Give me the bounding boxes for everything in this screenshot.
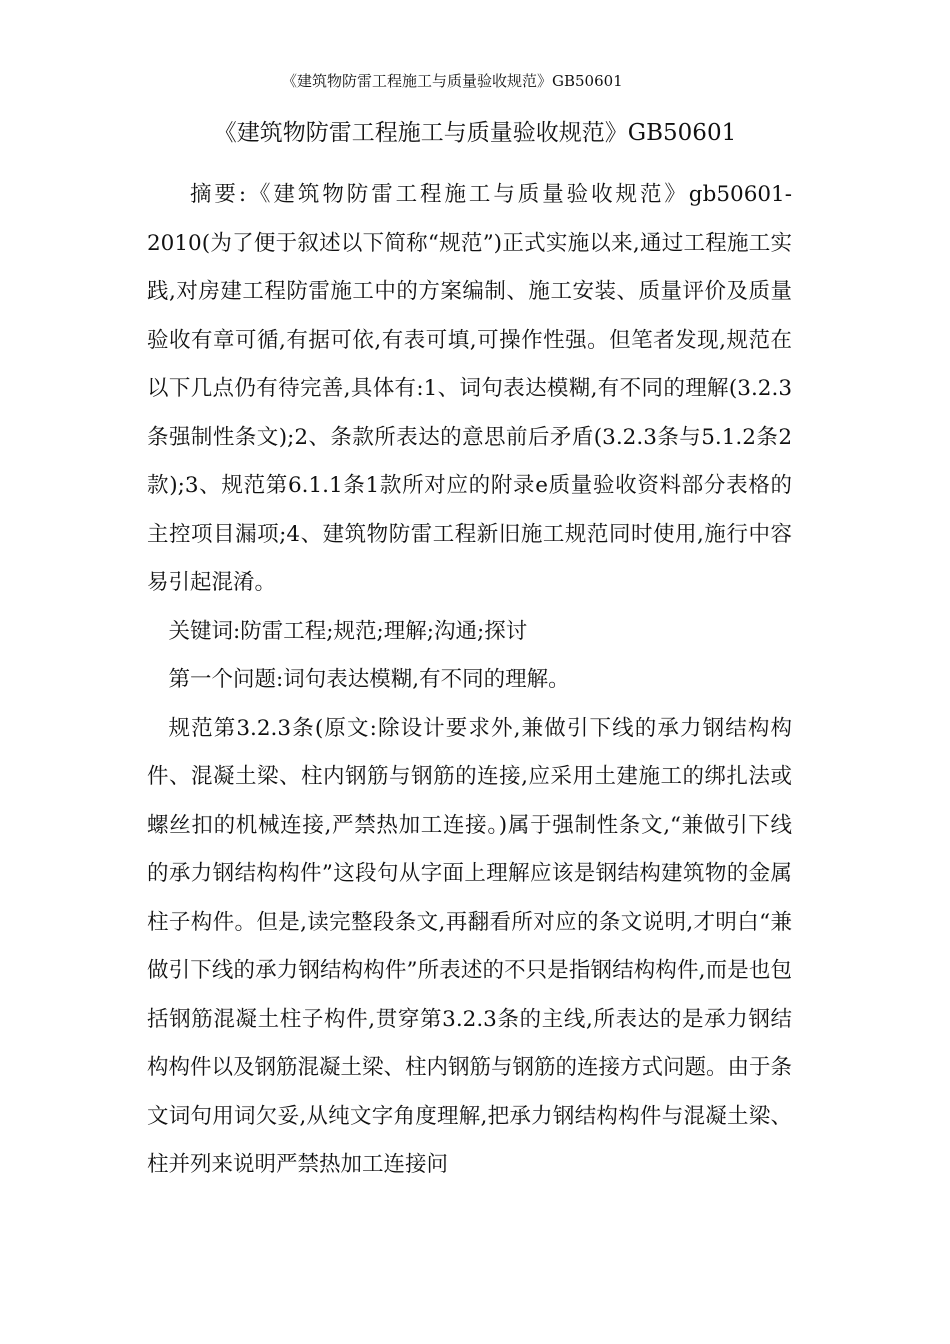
abstract-paragraph: 摘要:《建筑物防雷工程施工与质量验收规范》gb50601-2010(为了便于叙述以下简称“规范”)正式实施以来,通过工程施工实践,对房建工程防雷施工中的方案编制、施工安装、质量评价及质量验收有章可循,有据可依,有表可填,可操作性强。但笔者发现,规范在以下几点仍有待完善,具体有:1、词句表达模糊,有不同的理解(3.2.3条强制性条文);2、条款所表达的意思前后矛盾(3.2.3条与5.1.2条2款);3、规范第6.1.1条1款所对应的附录e质量验收资料部分表格的主控项目漏项;4、建筑物防雷工程新旧施工规范同时使用,施行中容易引起混淆。	[147, 182, 792, 595]
document-title: 《建筑物防雷工程施工与质量验收规范》GB50601	[213, 120, 737, 146]
running-header: 《建筑物防雷工程施工与质量验收规范》GB50601	[282, 72, 623, 90]
body-paragraph: 规范第3.2.3条(原文:除设计要求外,兼做引下线的承力钢结构构件、混凝土梁、柱内钢筋与钢筋的连接,应采用土建施工的绑扎法或螺丝扣的机械连接,严禁热加工连接。)属于强制性条文,“兼做引下线的承力钢结构构件”这段句从字面上理解应该是钢结构建筑物的金属柱子构件。但是,读完整段条文,再翻看所对应的条文说明,才明白“兼做引下线的承力钢结构构件”所表述的不只是指钢结构构件,而是也包括钢筋混凝土柱子构件,贯穿第3.2.3条的主线,所表达的是承力钢结构构件以及钢筋混凝土梁、柱内钢筋与钢筋的连接方式问题。由于条文词句用词欠妥,从纯文字角度理解,把承力钢结构构件与混凝土梁、柱并列来说明严禁热加工连接问	[147, 715, 793, 1177]
document-body	[147, 171, 792, 1190]
first-issue-heading: 第一个问题:词句表达模糊,有不同的理解。	[168, 667, 570, 692]
keywords-paragraph: 关键词:防雷工程;规范;理解;沟通;探讨	[168, 618, 528, 644]
